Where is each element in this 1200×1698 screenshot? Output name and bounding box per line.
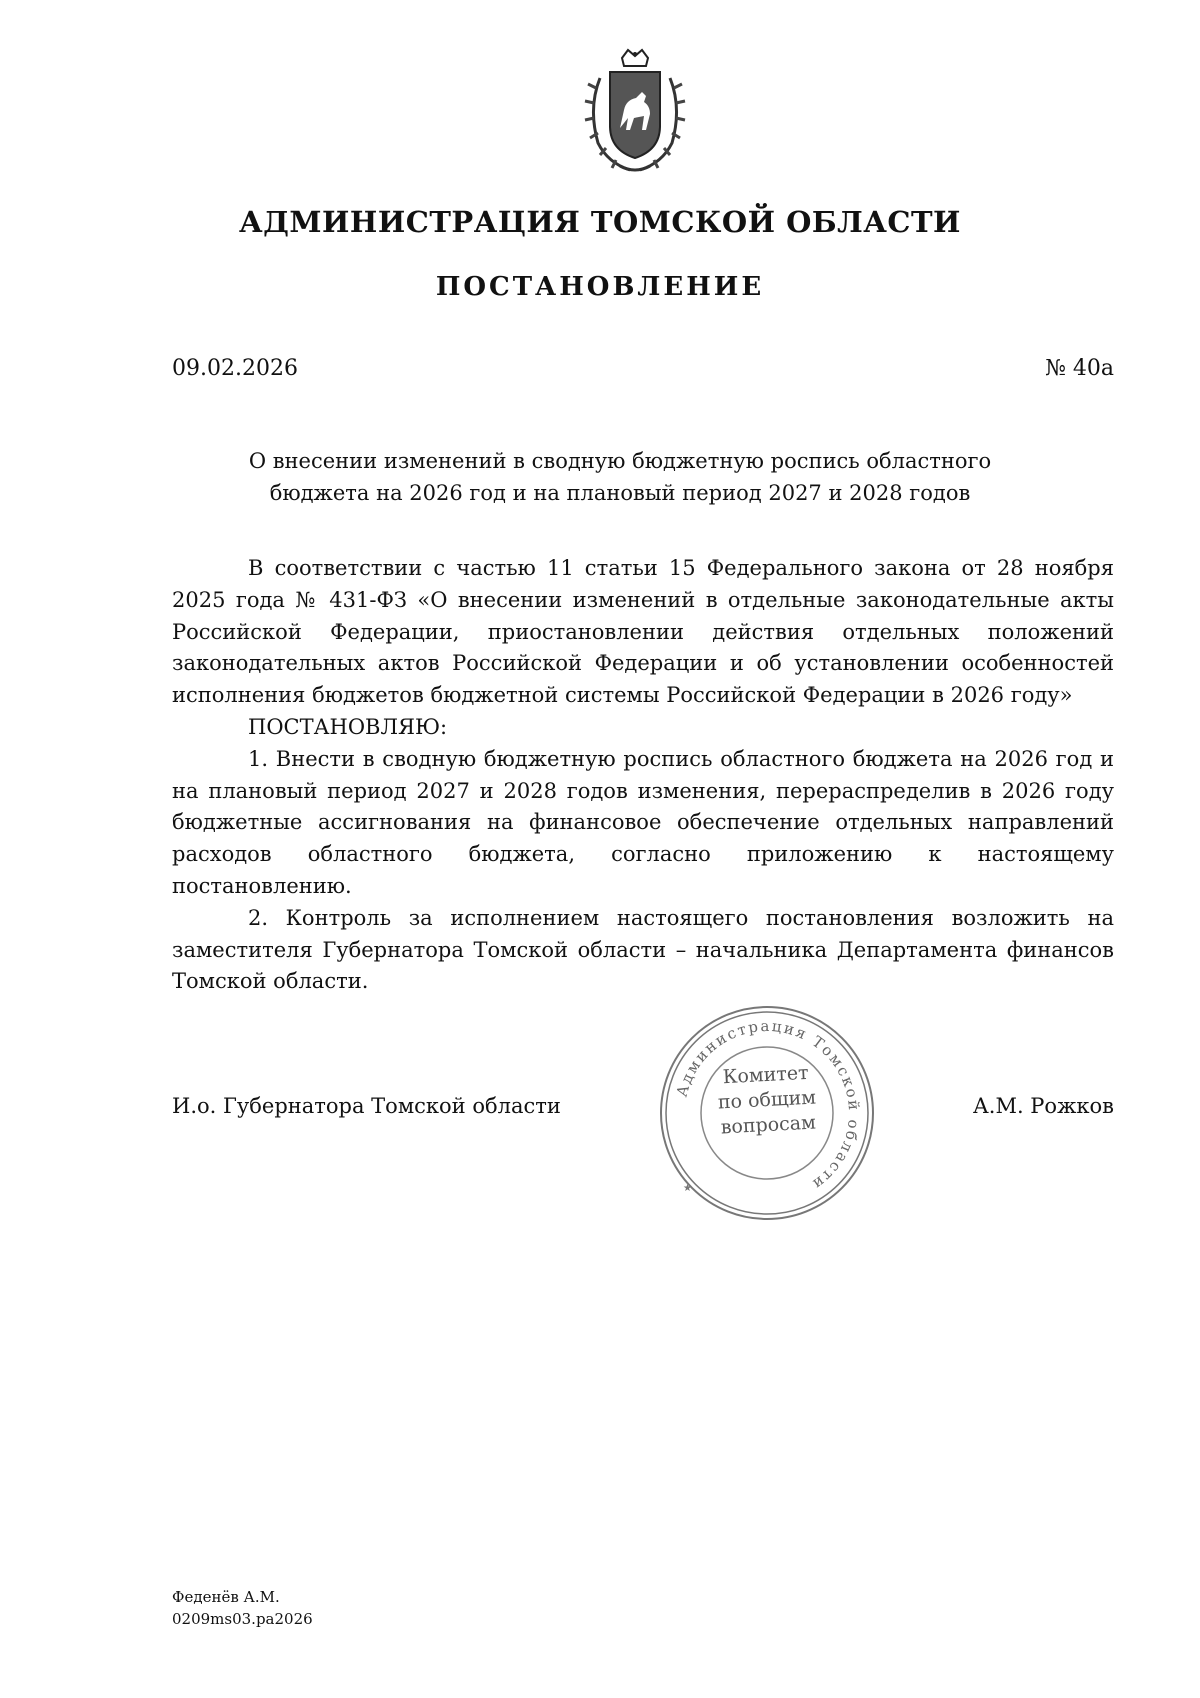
preamble-paragraph: В соответствии с частью 11 статьи 15 Федерального закона от 28 ноября 2025 года № 431-ФЗ «О внесении изменений в отдельные законодательные акты Российской Федерации, приостановлении действия отдельных положений законодательных актов Российской Федерации и об установлении особенностей исполнения бюджетов бюджетной системы Российской Федерации в 2026 году»	[172, 556, 1114, 708]
seal-center-line-2: по общим	[717, 1086, 817, 1114]
seal-center-line-1: Комитет	[722, 1061, 810, 1089]
document-subject	[200, 445, 1040, 509]
decree-heading: ПОСТАНОВЛЯЮ:	[248, 714, 448, 739]
file-code: 0209ms03.pa2026	[172, 1610, 313, 1628]
document-number: № 40а	[1045, 356, 1114, 381]
organization-title: АДМИНИСТРАЦИЯ ТОМСКОЙ ОБЛАСТИ	[239, 205, 961, 239]
document-body	[172, 553, 1114, 998]
seal-center-line-3: вопросам	[720, 1111, 817, 1139]
seal-center-text	[655, 1057, 879, 1143]
footer	[172, 1586, 313, 1630]
subject-line-2: бюджета на 2026 год и на плановый период 2027 и 2028 годов	[269, 481, 971, 505]
seal-ring-text: Администрация Томской области	[672, 1016, 864, 1195]
signer-position: И.о. Губернатора Томской области	[172, 1094, 561, 1118]
item-2-paragraph: 2. Контроль за исполнением настоящего постановления возложить на заместителя Губернатора Томской области – начальника Департамента финансов Томской области.	[172, 905, 1114, 994]
document-type: ПОСТАНОВЛЕНИЕ	[435, 272, 765, 302]
subject-line-1: О внесении изменений в сводную бюджетную роспись областного	[248, 449, 992, 473]
seal-star-icon: ★	[683, 1183, 692, 1194]
signer-name: А.М. Рожков	[972, 1094, 1114, 1118]
document-date: 09.02.2026	[172, 356, 298, 381]
executor-name: Феденёв А.М.	[172, 1588, 280, 1606]
coat-of-arms-icon	[580, 48, 690, 178]
item-1-paragraph: 1. Внести в сводную бюджетную роспись областного бюджета на 2026 год и на плановый период 2027 и 2028 годов изменения, перераспределив в 2026 году бюджетные ассигнования на финансовое обеспечение отдельных направлений расходов областного бюджета, согласно приложению к настоящему постановлению.	[172, 746, 1114, 898]
